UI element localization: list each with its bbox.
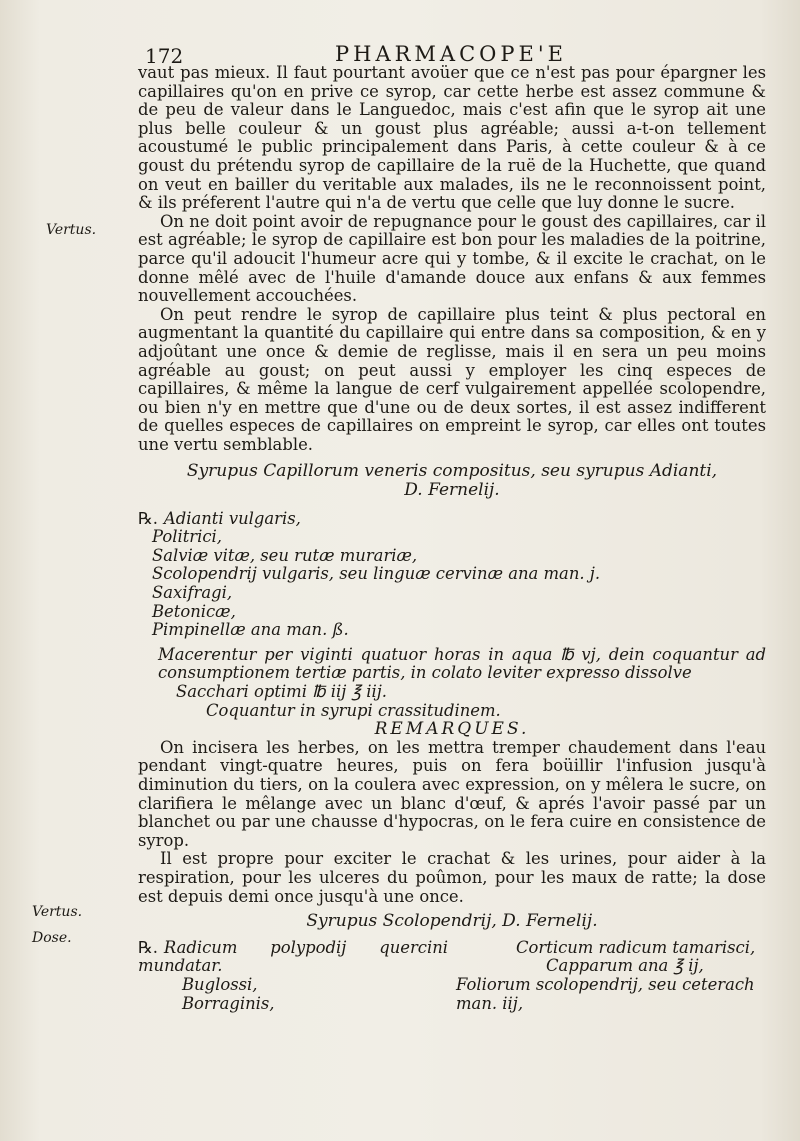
margin-note-vertus: Vertus. <box>46 222 97 238</box>
paragraph: vaut pas mieux. Il faut pourtant avoüer que ce n'est pas pour épargner les capillaires qu'on en prive ce syrop, car cette herbe est assez commune & de peu de valeur dans le Languedoc, mais c'est afin que le syrop ait une plus belle couleur & un goust plus agréable; aussi a-t-on tellement acoustumé le public principalement dans Paris, à cette couleur & à ce goust du prétendu syrop de capillaire de la ruë de la Huchette, que quand on veut en bailler du veritable aux malades, ils ne le reconnoissent point, & ils préferent l'autre qui n'a de vertu que celle que luy donne le sucre. <box>138 63 766 213</box>
ingredient-line: Scolopendrij vulgaris, seu linguæ cervinæ ana man. j. <box>152 564 601 584</box>
ingredient-line: Betonicæ, <box>152 601 236 621</box>
ingredient-columns <box>138 939 766 1013</box>
section-heading: REMARQUES. <box>374 719 530 740</box>
main-text <box>138 64 766 1013</box>
ingredient-line: Foliorum scolopendrij, seu ceterach man. iij, <box>456 974 755 1013</box>
ingredient-line: ℞. Adianti vulgaris, <box>138 508 301 528</box>
ingredient-list <box>138 510 766 640</box>
paragraph: On peut rendre le syrop de capillaire plus teint & plus pectoral en augmentant la quantité du capillaire qui entre dans sa composition, & en y adjoûtant une once & demie de reglisse, mais il en sera un peu moins agréable au goust; on peut aussi y employer les cinq especes de capillaires, & même la langue de cerf vulgairement appellée scolopendre, ou bien n'y en mettre que d'une ou de deux sortes, il est assez indifferent de quelles especes de capillaires on empreint le syrop, car elles ont toutes une vertu semblable. <box>138 304 766 454</box>
margin-note-dose: Dose. <box>32 930 72 946</box>
recipe-symbol: ℞. <box>138 937 158 957</box>
paragraph: On ne doit point avoir de repugnance pour le goust des capillaires, car il est agréable; le syrop de capillaire est bon pour les maladies de la poitrine, parce qu'il adoucit l'humeur acre qui y tombe, & il excite le crachat, on le donne mêlé avec de l'huile d'amande douce aux enfans & aux femmes nouvellement accouchées. <box>138 211 766 306</box>
recipe-symbol: ℞. <box>138 508 158 528</box>
margin-note-vertus: Vertus. <box>32 904 83 920</box>
running-title: PHARMACOPE'E <box>335 42 567 66</box>
direction-cook: Coquantur in syrupi crassitudinem. <box>206 700 501 720</box>
recipe-directions <box>138 646 766 720</box>
ingredient-column-left <box>138 939 448 1013</box>
ingredient-line: Saxifragi, <box>152 583 233 603</box>
paragraph: On incisera les herbes, on les mettra tremper chaudement dans l'eau pendant vingt-quatre heures, puis on fera boüillir l'infusion jusqu'à diminution du tiers, on la coulera avec expression, on y mêlera le sucre, on clarifiera le mêlange avec un blanc d'œuf, & aprés l'avoir passé par un blanchet ou par une chausse d'hypocras, on le fera cuire en consistence de syrop. <box>138 737 766 850</box>
ingredient-line: ℞. Radicum polypodij quercini mundatar. <box>138 937 448 976</box>
recipe-title-author: D. Fernelij. <box>404 480 500 501</box>
ingredient-line: Salviæ vitæ, seu rutæ murariæ, <box>152 545 418 565</box>
direction-sugar: Sacchari optimi ℔ iij ℥ iij. <box>176 682 388 701</box>
direction-text: Macerentur per viginti quatuor horas in aqua ℔ vj, dein coquantur ad consumptionem tertiæ partis, in colato leviter expresso dissolve <box>158 644 766 683</box>
recipe-title: Syrupus Scolopendrij, D. Fernelij. <box>306 911 598 932</box>
ingredient-column-right <box>456 939 766 1013</box>
ingredient-line: Pimpinellæ ana man. ß. <box>152 620 349 640</box>
ingredient-line: Capparum ana ℥ ij, <box>546 956 704 976</box>
recipe-title: Syrupus Capillorum veneris compositus, seu syrupus Adianti, <box>186 461 718 482</box>
ingredient-line: Politrici, <box>152 527 223 547</box>
ingredient-line: Borraginis, <box>182 993 275 1013</box>
page-number: 172 <box>145 44 184 68</box>
paragraph: Il est propre pour exciter le crachat & les urines, pour aider à la respiration, pour les ulceres du poûmon, pour les maux de ratte; la dose est depuis demi once jusqu'à une once. <box>138 849 766 906</box>
ingredient-line: Corticum radicum tamarisci, <box>516 937 756 957</box>
ingredient-line: Buglossi, <box>182 974 258 994</box>
